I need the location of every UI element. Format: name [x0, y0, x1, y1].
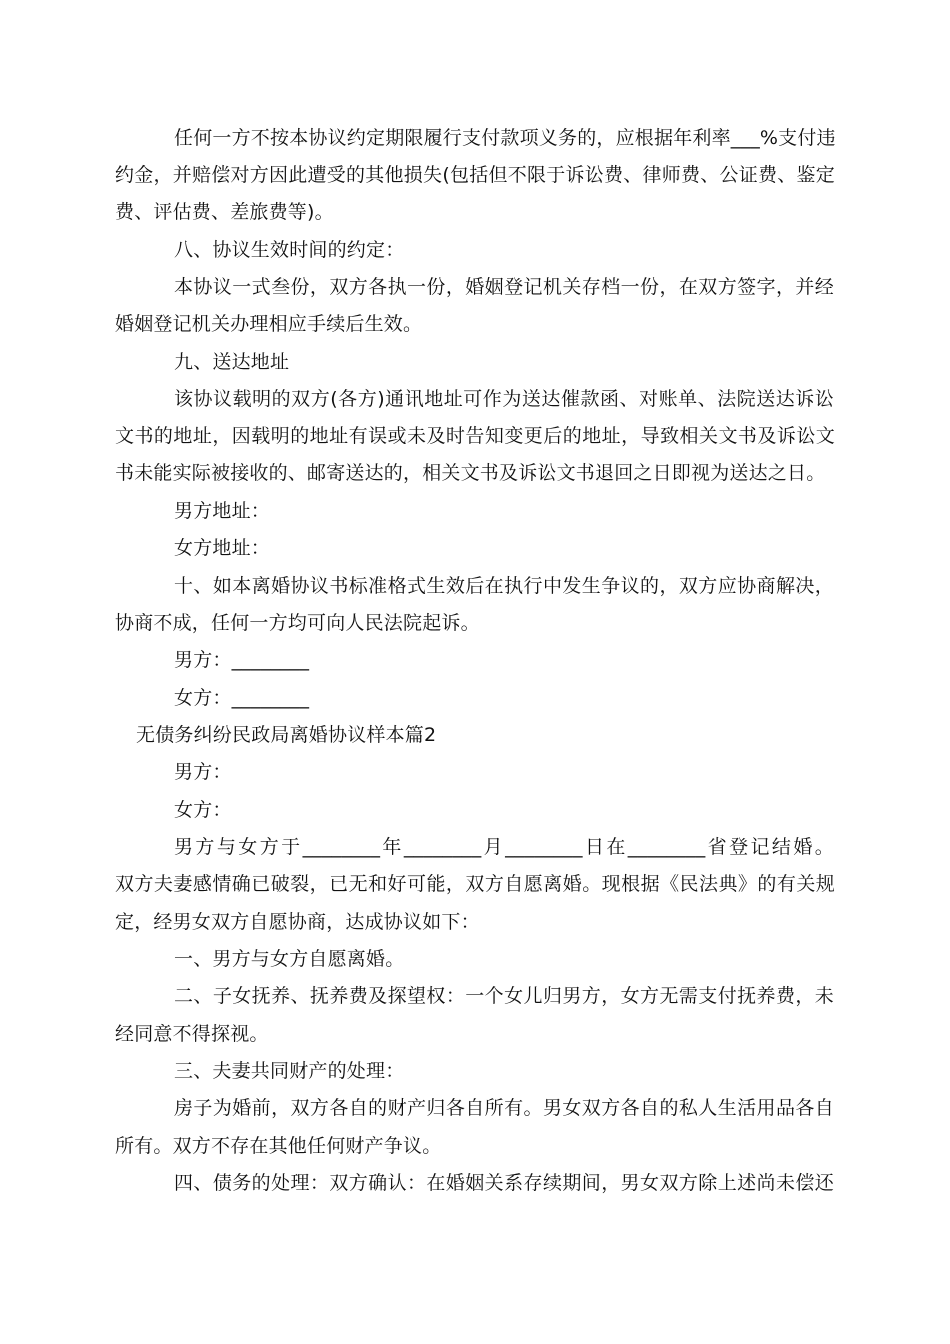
section-heading: 九、送达地址	[174, 351, 290, 373]
paragraph-line: 书未能实际被接收的、邮寄送达的，相关文书及诉讼文书退回之日即视为送达之日。	[115, 462, 826, 484]
paragraph-line: 双方夫妻感情确已破裂，已无和好可能，双方自愿离婚。现根据《民法典》的有关规	[115, 873, 835, 895]
section-title: 无债务纠纷民政局离婚协议样本篇2	[136, 724, 437, 746]
paragraph-line: 四、债务的处理：双方确认：在婚姻关系存续期间，男女双方除上述尚未偿还	[174, 1172, 834, 1194]
paragraph-line: 任何一方不按本协议约定期限履行支付款项义务的，应根据年利率___%支付违	[174, 127, 836, 149]
paragraph-line: 十、如本离婚协议书标准格式生效后在执行中发生争议的，双方应协商解决，	[174, 575, 834, 597]
clause-line: 三、夫妻共同财产的处理：	[174, 1060, 405, 1082]
address-line: 女方地址：	[174, 537, 271, 559]
paragraph-line: 经同意不得探视。	[115, 1023, 269, 1045]
signature-line: 男方：________	[174, 649, 310, 671]
paragraph-line: 约金，并赔偿对方因此遭受的其他损失(包括但不限于诉讼费、律师费、公证费、鉴定	[115, 164, 835, 186]
party-line: 女方：	[174, 799, 232, 821]
paragraph-line: 该协议载明的双方(各方)通讯地址可作为送达催款函、对账单、法院送达诉讼	[174, 388, 834, 410]
paragraph-line: 文书的地址，因载明的地址有误或未及时告知变更后的地址，导致相关文书及诉讼文	[115, 425, 835, 447]
signature-line: 女方：________	[174, 687, 310, 709]
address-line: 男方地址：	[174, 500, 271, 522]
paragraph-line: 协商不成，任何一方均可向人民法院起诉。	[115, 612, 480, 634]
section-heading: 八、协议生效时间的约定：	[174, 239, 405, 261]
paragraph-line: 婚姻登记机关办理相应手续后生效。	[115, 313, 423, 335]
paragraph-line: 二、子女抚养、抚养费及探望权：一个女儿归男方，女方无需支付抚养费，未	[174, 985, 834, 1007]
paragraph-line: 本协议一式叁份，双方各执一份，婚姻登记机关存档一份，在双方签字，并经	[174, 276, 834, 298]
paragraph-line: 房子为婚前，双方各自的财产归各自所有。男女双方各自的私人生活用品各自	[174, 1097, 834, 1119]
paragraph-line: 男方与女方于________年________月________日在________省登记结婚。	[174, 836, 834, 858]
paragraph-line: 费、评估费、差旅费等)。	[115, 201, 334, 223]
paragraph-line: 所有。双方不存在其他任何财产争议。	[115, 1135, 442, 1157]
clause-line: 一、男方与女方自愿离婚。	[174, 948, 405, 970]
party-line: 男方：	[174, 761, 232, 783]
paragraph-line: 定，经男女双方自愿协商，达成协议如下：	[115, 911, 480, 933]
